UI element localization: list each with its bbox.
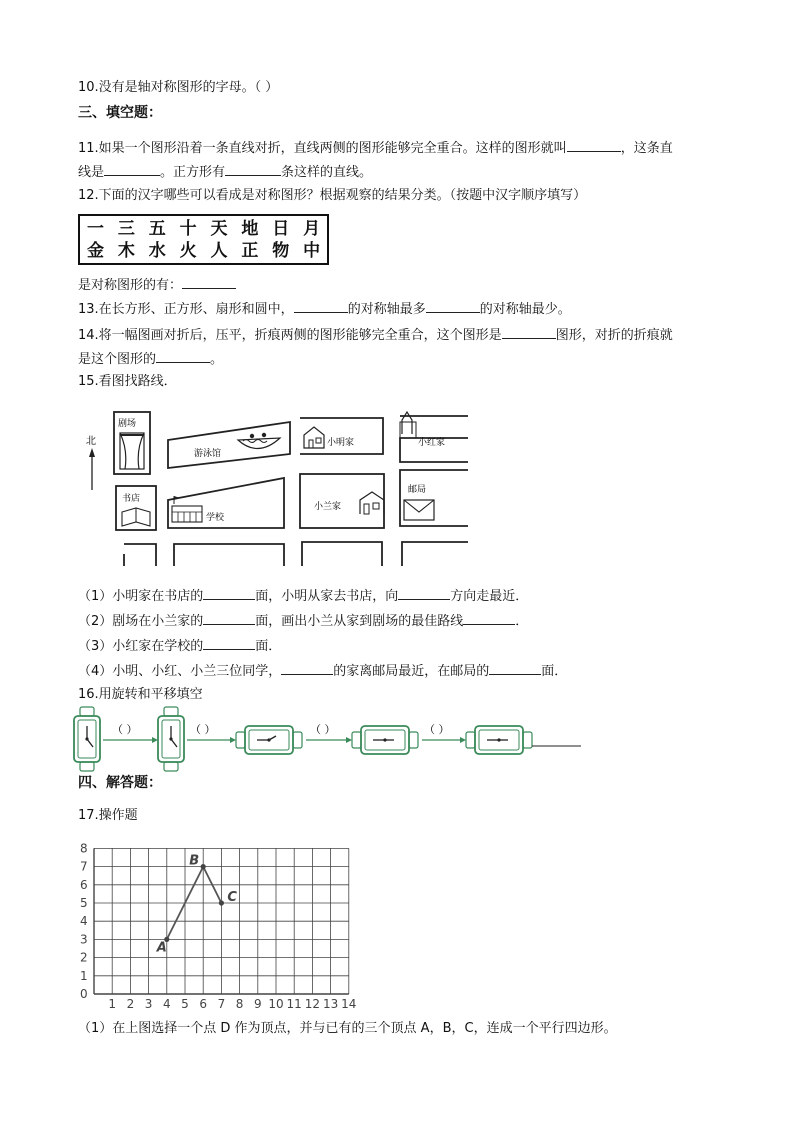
point-c bbox=[219, 900, 224, 905]
q11-text-c: 线是 bbox=[78, 165, 105, 180]
school-building-icon bbox=[172, 496, 202, 522]
hanzi-char: 正 bbox=[241, 241, 259, 261]
q13-text-a: 13.在长方形、正方形、扇形和圆中， bbox=[78, 302, 294, 317]
q11-text-a: 11.如果一个图形沿着一条直线对折，直线两侧的图形能够完全重合。这样的图形就叫 bbox=[78, 141, 567, 156]
pool-block bbox=[168, 422, 290, 468]
y-tick-label: 5 bbox=[80, 896, 88, 910]
q14-text-a: 14.将一幅图画对折后，压平，折痕两侧的图形能够完全重合，这个图形是 bbox=[78, 328, 502, 343]
watch-sequence bbox=[70, 705, 585, 773]
q15-s1-blank-2[interactable] bbox=[398, 587, 450, 600]
x-tick-label: 4 bbox=[162, 997, 171, 1011]
x-tick-label: 14 bbox=[341, 997, 357, 1011]
x-tick-label: 6 bbox=[199, 997, 208, 1011]
q15-s2-a: （2）剧场在小兰家的 bbox=[78, 614, 204, 629]
q15-s2-b: 面，画出小兰从家到剧场的最佳路线 bbox=[255, 614, 464, 629]
school-block bbox=[168, 478, 284, 528]
q11-blank-1[interactable] bbox=[567, 139, 621, 152]
swimming-pool-icon bbox=[238, 433, 280, 449]
section3-title: 三、填空题： bbox=[78, 105, 162, 121]
q14-text-c: 是这个图形的 bbox=[78, 352, 157, 367]
q15-s1-blank-1[interactable] bbox=[203, 587, 255, 600]
xiaohong-block bbox=[400, 412, 468, 462]
q14-line2 bbox=[78, 350, 223, 368]
q15-s1-a: （1）小明家在书店的 bbox=[78, 589, 204, 604]
paren-blank[interactable]: （ ） bbox=[190, 723, 216, 736]
hanzi-char: 天 bbox=[210, 219, 228, 239]
q11-line1 bbox=[78, 139, 673, 157]
paren-blank[interactable]: （ ） bbox=[424, 723, 450, 736]
y-tick-label: 2 bbox=[80, 950, 88, 965]
x-tick-label: 12 bbox=[304, 997, 321, 1011]
coordinate-grid bbox=[76, 830, 376, 1012]
house-icon bbox=[360, 492, 384, 514]
q15-s4-blank-2[interactable] bbox=[489, 662, 541, 675]
y-tick-label: 4 bbox=[80, 914, 88, 929]
x-tick-label: 5 bbox=[181, 997, 189, 1011]
hanzi-char: 木 bbox=[117, 241, 135, 261]
x-axis-ticks bbox=[108, 997, 356, 1011]
arrow-right-icon bbox=[422, 737, 466, 743]
q15-s3-b: 面． bbox=[255, 639, 282, 654]
q15-title: 15.看图找路线． bbox=[78, 374, 177, 389]
q14-text-d: 。 bbox=[210, 352, 224, 367]
y-axis-ticks bbox=[80, 841, 88, 1001]
q17-s1: （1）在上图选择一个点 D 作为顶点，并与已有的三个顶点 A，B，C，连成一个平行四边形。 bbox=[78, 1021, 617, 1036]
xiaolan-label: 小兰家 bbox=[314, 502, 342, 512]
watch-icon bbox=[466, 726, 532, 754]
q12-answer-label: 是对称图形的有： bbox=[78, 278, 183, 293]
q15-s2-blank-2[interactable] bbox=[463, 612, 515, 625]
q15-s3 bbox=[78, 637, 281, 655]
q11-text-b: ，这条直 bbox=[620, 141, 673, 156]
theater-curtain-icon bbox=[120, 433, 144, 469]
y-tick-label: 6 bbox=[80, 877, 88, 892]
q13-blank-2[interactable] bbox=[426, 300, 480, 313]
arrow-right-icon bbox=[103, 737, 158, 743]
q15-s4-blank-1[interactable] bbox=[281, 662, 333, 675]
q13-text-c: 的对称轴最少。 bbox=[479, 302, 571, 317]
hanzi-char: 水 bbox=[148, 241, 166, 261]
x-tick-label: 8 bbox=[235, 997, 244, 1011]
north-label: 北 bbox=[86, 436, 96, 447]
point-label: B bbox=[189, 853, 200, 869]
paren-blank[interactable]: （ ） bbox=[112, 723, 138, 736]
hanzi-char: 三 bbox=[117, 219, 135, 239]
point-label: A bbox=[156, 940, 167, 956]
x-tick-label: 11 bbox=[286, 997, 302, 1011]
arrow-right-icon bbox=[306, 737, 352, 743]
point-label: C bbox=[227, 890, 237, 905]
q14-line1 bbox=[78, 326, 673, 344]
q11-blank-3[interactable] bbox=[225, 163, 281, 176]
q11-blank-2[interactable] bbox=[104, 163, 160, 176]
q13-line bbox=[78, 300, 571, 318]
q15-s4-a: （4）小明、小红、小兰三位同学， bbox=[78, 664, 282, 679]
q11-text-d: 。正方形有 bbox=[160, 165, 226, 180]
hanzi-char: 人 bbox=[210, 241, 228, 261]
xiaoming-label: 小明家 bbox=[327, 438, 355, 448]
bottom-blocks bbox=[124, 542, 468, 566]
y-tick-label: 3 bbox=[80, 932, 88, 947]
q15-s2-blank-1[interactable] bbox=[203, 612, 255, 625]
y-tick-label: 0 bbox=[80, 987, 88, 1001]
q15-s2 bbox=[78, 612, 528, 630]
q14-blank-2[interactable] bbox=[156, 350, 210, 363]
theater-block bbox=[114, 412, 150, 474]
xiaoming-block bbox=[300, 418, 383, 454]
q15-s2-c: ． bbox=[515, 614, 529, 629]
q14-blank-1[interactable] bbox=[502, 326, 556, 339]
q14-text-b: 图形，对折的折痕就 bbox=[555, 328, 673, 343]
watch-icon bbox=[74, 707, 100, 771]
q10-text: 10.没有是轴对称图形的字母。（ ） bbox=[78, 80, 279, 95]
q12-answer bbox=[78, 276, 236, 294]
house-icon bbox=[304, 427, 324, 448]
hanzi-row-2 bbox=[80, 241, 327, 261]
q11-line2 bbox=[78, 163, 372, 181]
paren-blank[interactable]: （ ） bbox=[310, 723, 336, 736]
watch-icon bbox=[236, 726, 302, 754]
watch-icon bbox=[352, 726, 418, 754]
hanzi-char: 月 bbox=[303, 219, 321, 239]
route-map bbox=[78, 408, 478, 570]
post-block bbox=[400, 470, 468, 526]
q12-blank[interactable] bbox=[182, 276, 236, 289]
x-tick-label: 3 bbox=[144, 997, 153, 1011]
q15-s1-b: 面，小明从家去书店，向 bbox=[255, 589, 399, 604]
q15-s4-b: 的家离邮局最近，在邮局的 bbox=[333, 664, 490, 679]
q13-text-b: 的对称轴最多 bbox=[347, 302, 426, 317]
school-label: 学校 bbox=[206, 513, 225, 523]
y-tick-label: 8 bbox=[80, 841, 88, 856]
x-tick-label: 2 bbox=[126, 997, 135, 1011]
arrow-right-icon bbox=[187, 737, 236, 743]
bookstore-block bbox=[116, 486, 156, 530]
xiaolan-block bbox=[300, 474, 384, 528]
q15-s1 bbox=[78, 587, 528, 605]
x-tick-label: 13 bbox=[322, 997, 339, 1011]
hanzi-char: 日 bbox=[272, 219, 290, 239]
q15-s1-c: 方向走最近． bbox=[450, 589, 529, 604]
hanzi-char: 十 bbox=[179, 219, 197, 239]
q16-title: 16.用旋转和平移填空 bbox=[78, 687, 203, 702]
xiaohong-label: 小红家 bbox=[418, 438, 446, 448]
hanzi-char: 金 bbox=[86, 241, 104, 261]
point-b bbox=[201, 864, 206, 869]
q15-s3-blank[interactable] bbox=[203, 637, 255, 650]
theater-label: 剧场 bbox=[118, 419, 137, 429]
hanzi-char: 五 bbox=[148, 219, 166, 239]
x-tick-label: 1 bbox=[108, 997, 117, 1011]
q12-text: 12.下面的汉字哪些可以看成是对称图形？根据观察的结果分类。（按题中汉字顺序填写） bbox=[78, 188, 587, 203]
q15-s3-a: （3）小红家在学校的 bbox=[78, 639, 204, 654]
post-label: 邮局 bbox=[408, 485, 427, 495]
y-tick-label: 7 bbox=[80, 859, 88, 874]
hanzi-char: 物 bbox=[272, 241, 290, 261]
hanzi-char: 中 bbox=[303, 241, 321, 261]
q15-s4-c: 面． bbox=[541, 664, 568, 679]
watch-icon bbox=[158, 707, 184, 771]
grid-lines bbox=[94, 848, 349, 994]
north-arrow-icon bbox=[89, 448, 95, 490]
book-icon bbox=[122, 508, 150, 526]
hanzi-char: 地 bbox=[241, 219, 259, 239]
q15-s4 bbox=[78, 662, 567, 680]
point-path bbox=[156, 854, 238, 956]
hanzi-char: 火 bbox=[179, 241, 197, 261]
q11-text-e: 条这样的直线。 bbox=[281, 165, 373, 180]
hanzi-table bbox=[78, 214, 329, 265]
bookstore-label: 书店 bbox=[122, 494, 141, 504]
envelope-icon bbox=[404, 500, 434, 520]
pool-label: 游泳馆 bbox=[194, 449, 222, 459]
x-tick-label: 9 bbox=[253, 997, 262, 1011]
y-tick-label: 1 bbox=[80, 968, 88, 983]
q17-title: 17.操作题 bbox=[78, 808, 138, 823]
x-tick-label: 7 bbox=[217, 997, 226, 1011]
hanzi-char: 一 bbox=[86, 219, 104, 239]
q13-blank-1[interactable] bbox=[294, 300, 348, 313]
x-tick-label: 10 bbox=[268, 997, 284, 1011]
section4-title: 四、解答题： bbox=[78, 775, 162, 791]
hanzi-row-1 bbox=[80, 219, 327, 239]
